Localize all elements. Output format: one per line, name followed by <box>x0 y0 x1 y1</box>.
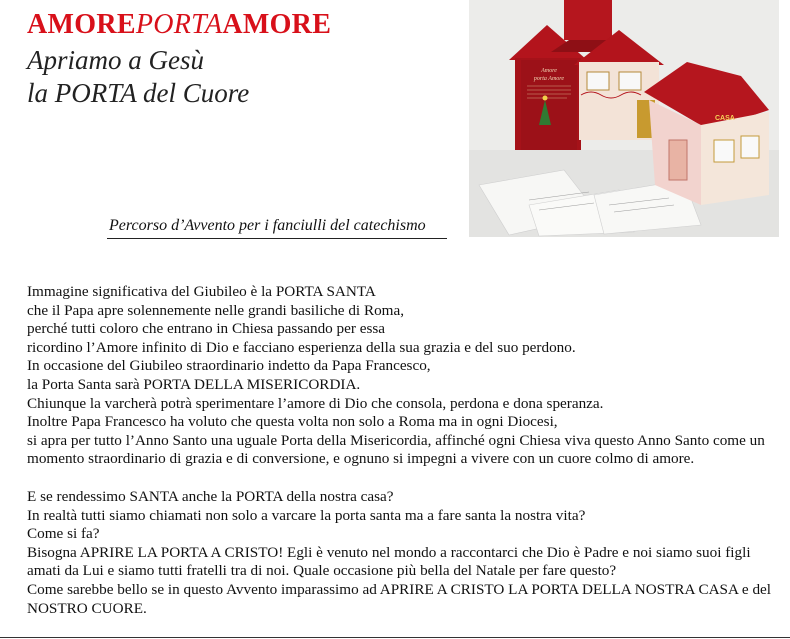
paragraph-gap <box>27 469 772 488</box>
subtitle <box>27 44 249 110</box>
page-title <box>27 8 331 42</box>
page-bottom-rule <box>0 637 790 638</box>
title-amore-2: AMORE <box>222 9 332 40</box>
paragraph-2-line: In realtà tutti siamo chiamati non solo a varcare la porta santa ma a fare santa la nostra vita? <box>27 506 586 524</box>
house-label-text <box>715 115 735 122</box>
paragraph-1-line: Immagine significativa del Giubileo è la PORTA SANTA <box>27 283 376 300</box>
paragraph-1-line: In occasione del Giubileo straordinario indetto da Papa Francesco, <box>27 357 431 375</box>
svg-text:porta Amore: porta Amore <box>533 76 565 82</box>
svg-text:Amore: Amore <box>541 68 557 74</box>
tagline: Percorso d’Avvento per i fanciulli del catechismo <box>109 217 426 234</box>
paragraph-1-line: perché tutti coloro che entrano in Chiesa passando per essa <box>27 320 386 338</box>
svg-text:CASA: CASA <box>715 115 735 122</box>
paragraph-2-line: Bisogna APRIRE LA PORTA A CRISTO! Egli è venuto nel mondo a raccontarci che Dio è Padre e noi siamo suoi figli amati da Lui e siamo tutti fratelli tra di noi. Quale occasione più bella del Natale per fare questo? <box>27 543 751 580</box>
paragraph-1-line: Inoltre Papa Francesco ha voluto che questa volta non solo a Roma ma in ogni Diocesi, <box>27 413 558 431</box>
title-porta: PORTA <box>135 9 223 40</box>
paragraph-1-line: ricordino l’Amore infinito di Dio e facciano esperienza della sua grazia e del suo perdono. <box>27 338 576 356</box>
subtitle-line-1: Apriamo a Gesù <box>27 45 204 75</box>
body-text <box>27 283 772 618</box>
paragraph-2-line: Come sarebbe bello se in questo Avvento imparassimo ad APRIRE A CRISTO LA PORTA DELLA NOSTRA CASA e del NOSTRO CUORE. <box>27 580 772 617</box>
paragraph-1-line: si apra per tutto l’Anno Santo una uguale Porta della Misericordia, affinché ogni Chiesa viva questo Anno Santo come un momento straordinario di grazia e di conversione, e ognuno si impegni a vivere con un cuore colmo di amore. <box>27 431 765 468</box>
paragraph-1-line: Chiunque la varcherà potrà sperimentare l’amore di Dio che consola, perdona e dona speranza. <box>27 394 604 412</box>
paragraph-2-line: Come si fa? <box>27 525 100 543</box>
tagline-underline <box>107 238 447 239</box>
paragraph-1-line: che il Papa apre solennemente nelle grandi basiliche di Roma, <box>27 301 405 319</box>
paragraph-1-line: la Porta Santa sarà PORTA DELLA MISERICORDIA. <box>27 375 361 393</box>
subtitle-line-2: la PORTA del Cuore <box>27 78 250 108</box>
paragraph-2-line: E se rendessimo SANTA anche la PORTA della nostra casa? <box>27 487 394 505</box>
title-amore-1: AMORE <box>27 9 136 40</box>
craft-houses-photo <box>469 0 779 237</box>
